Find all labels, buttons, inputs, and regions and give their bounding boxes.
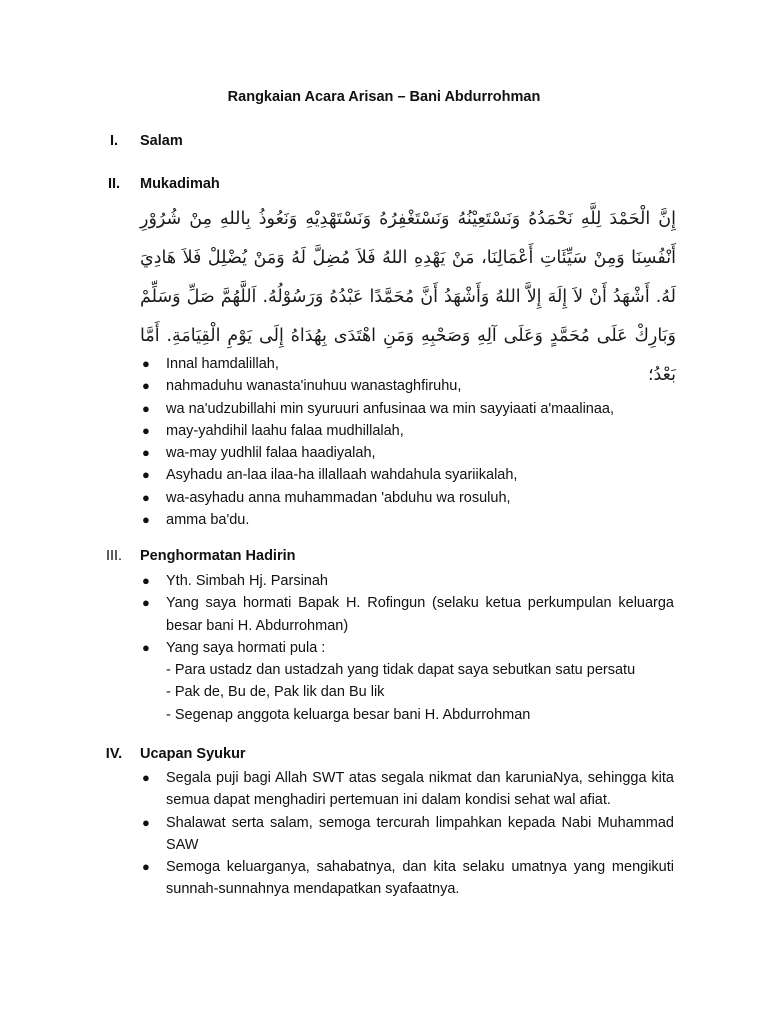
list-item: [140, 442, 674, 464]
list-item: [140, 375, 674, 397]
arabic-mukadimah-text: إِنَّ الْحَمْدَ لِلَّهِ نَحْمَدُهُ وَنَسْتَعِيْنُهُ وَنَسْتَغْفِرُهُ وَنَسْتَهْدِيْهِ وَنَعُوذُ بِاللهِ مِنْ شُرُوْرِ أَنْفُسِنَا وَمِنْ سَيِّئَاتِ أَعْمَالِنَا، مَنْ يَهْدِهِ اللهُ فَلاَ مُضِلَّ لَهُ وَمَنْ يُضْلِلْ فَلاَ هَادِيَ لَهُ. أَشْهَدُ أَنْ لاَ إِلَهَ إِلاَّ اللهُ وَأَشْهَدُ أَنَّ مُحَمَّدًا عَبْدُهُ وَرَسُوْلُهُ. اَللَّهُمَّ صَلِّ وَسَلِّمْ وَبَارِكْ عَلَى مُحَمَّدٍ وَعَلَى آلِهِ وَصَحْبِهِ وَمَنِ اهْتَدَى بِهُدَاهُ إِلَى يَوْمِ الْقِيَامَةِ. أَمَّا بَعْدُ؛: [140, 209, 676, 385]
bullet-icon: ●: [142, 859, 150, 875]
list-item-text: Asyhadu an-laa ilaa-ha illallaah wahdahula syariikalah,: [166, 467, 518, 484]
list-item-text: Shalawat serta salam, semoga tercurah limpahkan kepada Nabi Muhammad SAW: [166, 814, 674, 853]
ucapan-syukur-list: [140, 767, 674, 901]
list-item-text: Yang saya hormati Bapak H. Rofingun (selaku ketua perkumpulan keluarga besar bani H. Abdurrohman): [166, 595, 674, 634]
sub-item: - Para ustadz dan ustadzah yang tidak dapat saya sebutkan satu persatu: [166, 662, 636, 679]
bullet-icon: ●: [142, 445, 150, 461]
bullet-icon: ●: [142, 573, 150, 588]
bullet-icon: ●: [142, 512, 150, 528]
list-item: [140, 353, 674, 375]
list-item-text: wa na'udzubillahi min syuruuri anfusinaa wa min sayyiaati a'maalinaa,: [166, 400, 615, 417]
list-item: [140, 570, 674, 592]
bullet-icon: ●: [142, 422, 150, 438]
section-title: Penghormatan Hadirin: [140, 548, 296, 564]
list-item-text: Segala puji bagi Allah SWT atas segala nikmat dan karuniaNya, sehingga kita semua dapat menghadiri pertemuan ini dalam kondisi sehat wal afiat.: [166, 770, 674, 809]
list-item-text: Innal hamdalillah,: [166, 356, 279, 372]
bullet-icon: ●: [142, 595, 150, 611]
list-item: [140, 856, 674, 901]
document-title: Rangkaian Acara Arisan – Bani Abdurrohman: [227, 89, 541, 105]
list-item: [140, 592, 674, 637]
bullet-icon: ●: [142, 814, 150, 830]
section-number: IV.: [105, 746, 123, 762]
sub-item: - Segenap anggota keluarga besar bani H. Abdurrohman: [166, 706, 531, 723]
bullet-icon: ●: [142, 489, 150, 505]
bullet-icon: ●: [142, 467, 150, 483]
bullet-icon: ●: [142, 770, 150, 785]
list-item: [140, 420, 674, 442]
penghormatan-list: [140, 570, 674, 726]
list-item-text: Semoga keluarganya, sahabatnya, dan kita selaku umatnya yang mengikuti sunnah-sunnahnya mendapatkan syafaatnya.: [166, 859, 674, 898]
list-item-text: wa-may yudhlil falaa haadiyalah,: [166, 445, 376, 462]
bullet-icon: ●: [142, 356, 150, 371]
section-number: II.: [107, 176, 121, 192]
section-title: Ucapan Syukur: [140, 746, 246, 762]
section-number: III.: [105, 548, 123, 564]
bullet-icon: ●: [142, 400, 150, 416]
list-item-text: Yang saya hormati pula :: [166, 639, 326, 656]
list-item: [140, 767, 674, 812]
list-item: [140, 398, 674, 420]
list-item: [140, 464, 674, 486]
mukadimah-list: [140, 353, 674, 531]
section-title: Salam: [140, 133, 183, 149]
bullet-icon: ●: [142, 378, 150, 394]
list-item-text: may-yahdihil laahu falaa mudhillalah,: [166, 422, 404, 439]
list-item-text: wa-asyhadu anna muhammadan 'abduhu wa rosuluh,: [166, 489, 511, 506]
list-item: [140, 487, 674, 509]
list-item-text: amma ba'du.: [166, 512, 250, 529]
section-number: I.: [109, 133, 119, 149]
list-item: [140, 509, 674, 531]
list-item: [140, 637, 674, 726]
list-item-text: Yth. Simbah Hj. Parsinah: [166, 573, 328, 589]
list-item: [140, 812, 674, 857]
section-title: Mukadimah: [140, 176, 220, 192]
list-item-text: nahmaduhu wanasta'inuhuu wanastaghfiruhu,: [166, 378, 462, 395]
sub-item: - Pak de, Bu de, Pak lik dan Bu lik: [166, 684, 385, 701]
bullet-icon: ●: [142, 639, 150, 655]
